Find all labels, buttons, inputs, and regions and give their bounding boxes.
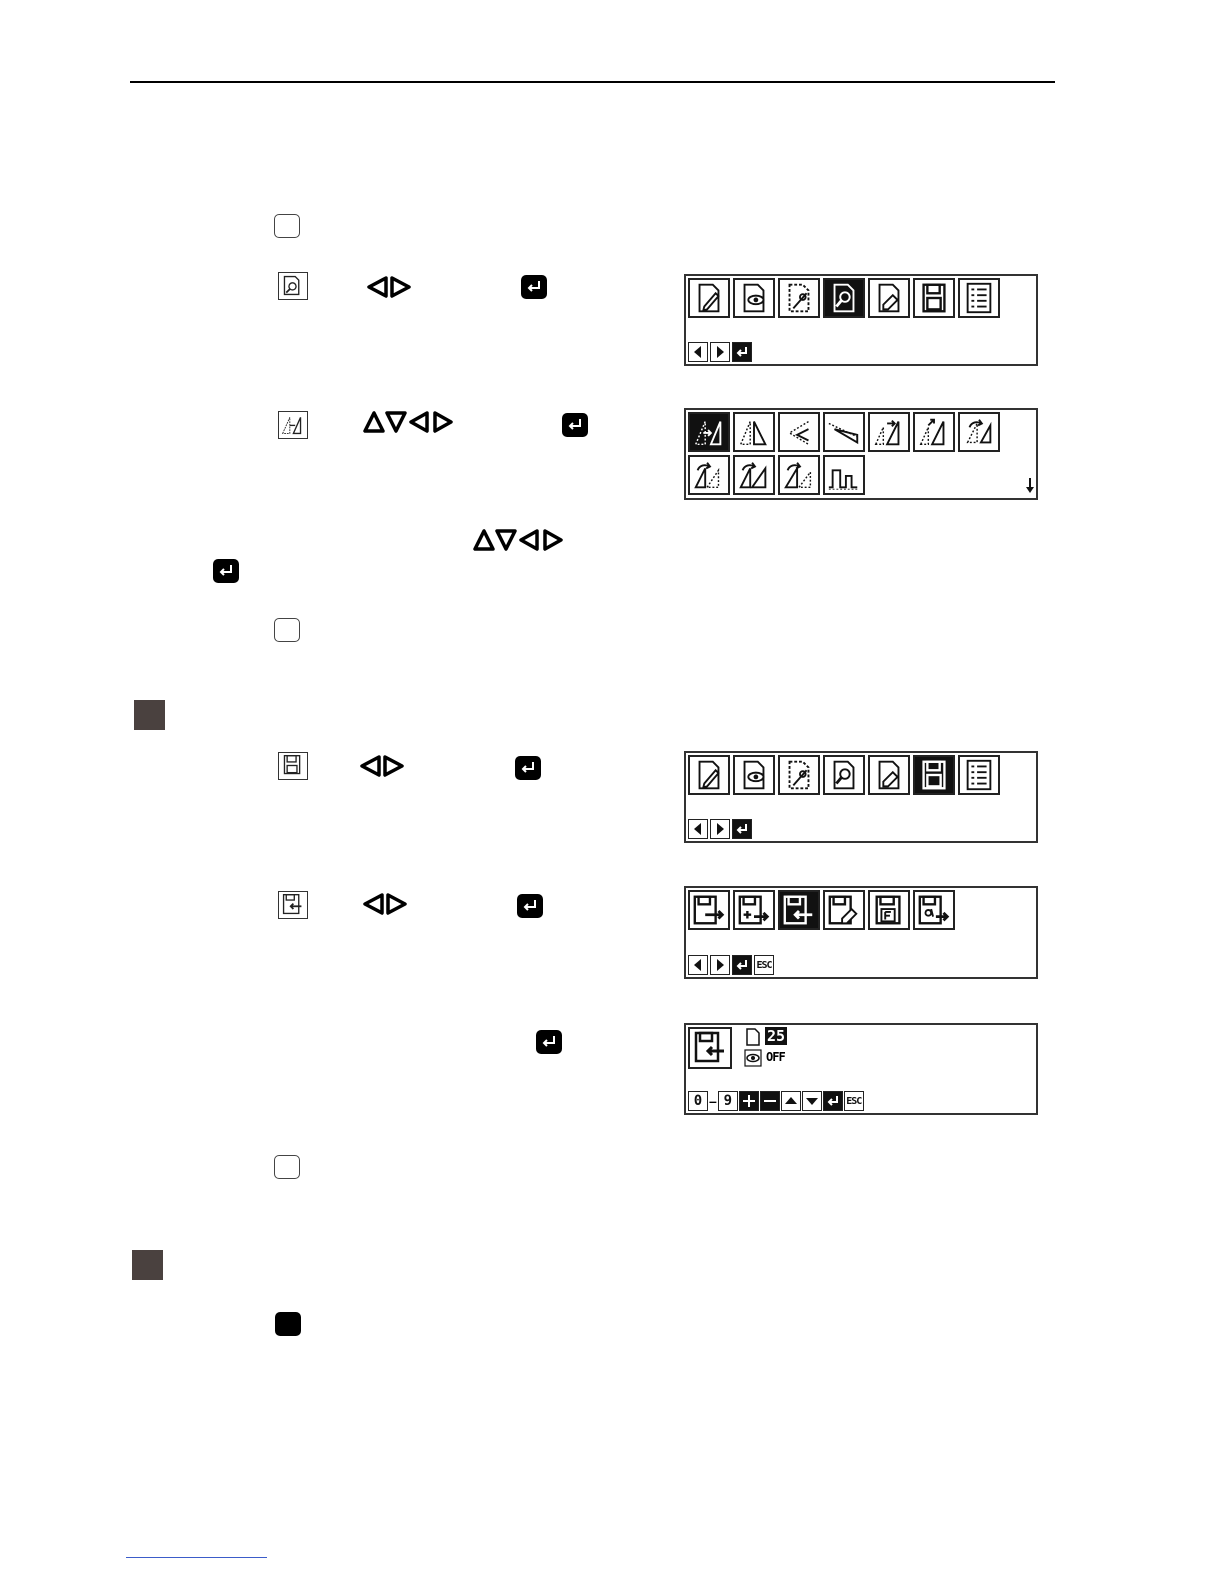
left-right-arrows-icon <box>366 276 412 298</box>
rotate-dotted-3-icon <box>778 455 820 495</box>
four-arrows-icon <box>473 528 565 552</box>
checklist-icon <box>958 278 1000 318</box>
enter-key-icon <box>732 955 752 975</box>
lcd-disk-read-settings-screen <box>684 1023 1038 1115</box>
eye-icon <box>744 1049 762 1067</box>
enter-key-icon <box>213 559 239 583</box>
section-marker <box>134 700 165 730</box>
scale-icon <box>823 412 865 452</box>
settings-wrench-icon <box>823 755 865 795</box>
right-key-icon <box>710 819 730 839</box>
disk-erase-icon <box>823 890 865 930</box>
range-dash: – <box>709 1093 717 1109</box>
header-rule <box>130 81 1055 83</box>
checklist-icon <box>958 755 1000 795</box>
digit-key-9: 9 <box>718 1091 738 1111</box>
settings-wrench-icon <box>823 278 865 318</box>
mirror-icon <box>733 412 775 452</box>
scroll-down-arrow-icon <box>1024 476 1036 496</box>
disk-write-icon <box>688 890 730 930</box>
lcd-main-menu-disk-screen <box>684 751 1038 843</box>
left-key-icon <box>688 955 708 975</box>
menu-key[interactable] <box>274 214 300 238</box>
pattern-pin-icon <box>778 755 820 795</box>
esc-label: ESC <box>756 959 772 971</box>
screen-c-keybar <box>688 819 752 839</box>
left-key-icon <box>688 819 708 839</box>
disk-read-icon <box>688 1027 732 1069</box>
enter-key-icon <box>517 894 543 918</box>
start-key[interactable] <box>275 1312 301 1336</box>
screen-e-keybar <box>688 1091 864 1111</box>
enter-key-icon <box>823 1091 843 1111</box>
pattern-view-icon <box>733 755 775 795</box>
minus-key-icon <box>760 1091 780 1111</box>
esc-label: ESC <box>846 1095 862 1107</box>
pattern-view-icon <box>733 278 775 318</box>
disk-alpha-icon <box>913 890 955 930</box>
up-key-icon <box>781 1091 801 1111</box>
disk-add-icon <box>733 890 775 930</box>
rotate-icon <box>958 412 1000 452</box>
lcd-disk-menu-screen <box>684 886 1038 979</box>
left-right-arrows-icon <box>362 893 408 915</box>
left-right-arrows-icon <box>359 755 405 777</box>
disk-format-icon <box>868 890 910 930</box>
right-key-icon <box>710 955 730 975</box>
disk-read-icon <box>778 890 820 930</box>
lcd-main-menu-screen <box>684 274 1038 366</box>
enlarge-corner-icon <box>913 412 955 452</box>
rotate-dotted-2-icon <box>733 455 775 495</box>
footer-link-underline <box>126 1557 267 1558</box>
move-icon <box>688 412 730 452</box>
stitch-pattern-icon <box>823 455 865 495</box>
down-key-icon <box>802 1091 822 1111</box>
enter-key-icon <box>515 756 541 780</box>
pattern-page-icon <box>744 1028 762 1046</box>
digit-key-0: 0 <box>688 1091 708 1111</box>
pattern-erase-icon <box>868 278 910 318</box>
left-key-icon <box>688 342 708 362</box>
esc-key-icon <box>844 1091 864 1111</box>
screen-a-keybar <box>688 342 752 362</box>
pattern-pin-icon <box>778 278 820 318</box>
pattern-number: 25 <box>767 1027 786 1045</box>
enter-key-icon <box>732 342 752 362</box>
four-arrows-icon <box>363 410 455 434</box>
floppy-disk-icon <box>913 278 955 318</box>
view-setting-value: OFF <box>766 1050 785 1064</box>
esc-key-icon <box>754 955 774 975</box>
section-marker <box>132 1250 163 1280</box>
disk-read-icon <box>278 891 308 919</box>
lcd-transform-menu-screen <box>684 408 1038 500</box>
pattern-edit-icon <box>688 278 730 318</box>
floppy-disk-icon <box>278 752 308 780</box>
menu-key[interactable] <box>274 1155 300 1179</box>
enlarge-icon <box>868 412 910 452</box>
pattern-erase-icon <box>868 755 910 795</box>
right-key-icon <box>710 342 730 362</box>
menu-key[interactable] <box>274 618 300 642</box>
move-icon <box>278 411 308 439</box>
pattern-edit-icon <box>688 755 730 795</box>
plus-key-icon <box>739 1091 759 1111</box>
floppy-disk-icon <box>913 755 955 795</box>
enter-key-icon <box>536 1030 562 1054</box>
enter-key-icon <box>521 275 547 299</box>
rotate-dotted-icon <box>688 455 730 495</box>
settings-wrench-icon <box>278 272 308 300</box>
enter-key-icon <box>562 413 588 437</box>
rotate-fold-icon <box>778 412 820 452</box>
enter-key-icon <box>732 819 752 839</box>
screen-d-keybar <box>688 955 774 975</box>
